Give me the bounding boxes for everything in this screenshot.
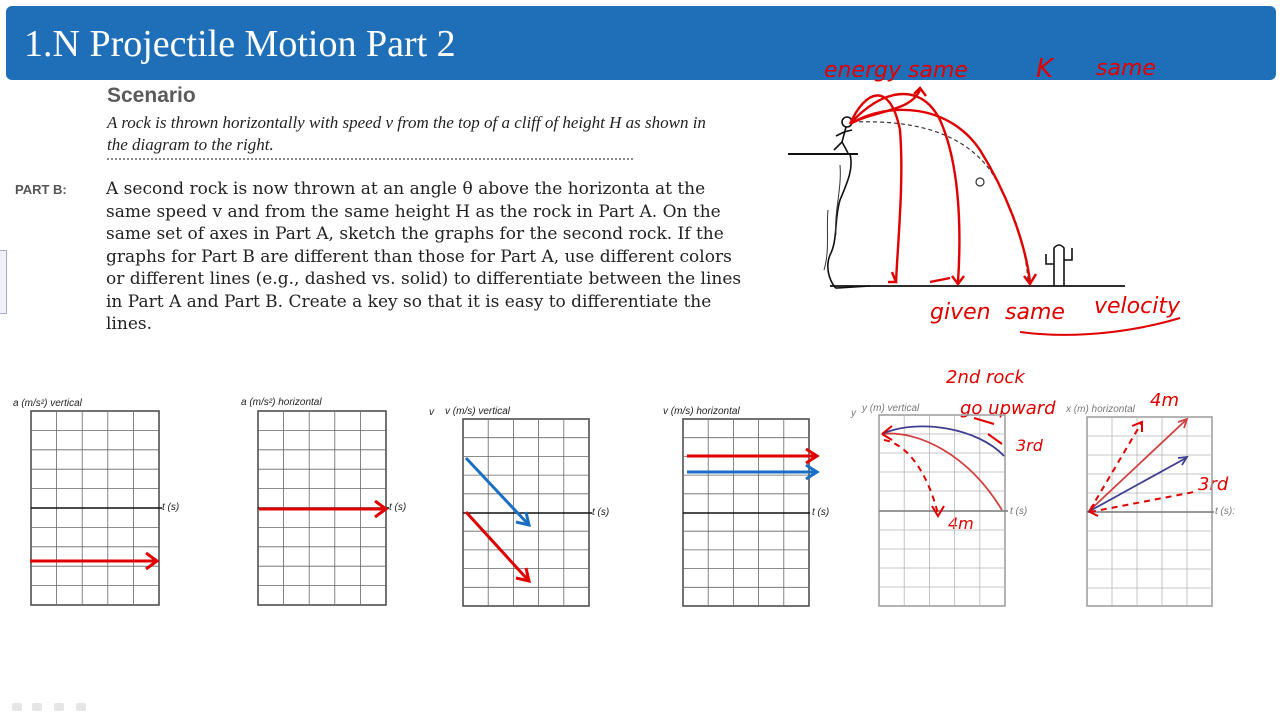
cactus [1046, 245, 1072, 286]
cliff-face [828, 154, 870, 288]
note-2nd-rock: 2nd rock [946, 367, 1025, 388]
part-b-text: A second rock is now thrown at an angle θ above the horizonta at the same speed v and from the same height H as the rock in Part A. On the same set of axes in Part A, sketch the graphs for the second rock. If the graphs for Part B are different than those for Part A, use different colors or different lines (e.g., dashed vs. solid) to differentiate between the lines in Part A and Part B. Create a key so that it is easy to differentiate the lines. [106, 179, 742, 334]
footer-pen-icon[interactable] [32, 703, 42, 711]
slide-title: 1.N Projectile Motion Part 2 [24, 23, 456, 65]
graph5-grid [878, 414, 1010, 608]
note-same-bottom: same [1005, 300, 1065, 325]
graph6-xlabel: t (s): [1215, 506, 1235, 517]
note-go-upward: go upward [960, 398, 1056, 419]
footer-menu-icon[interactable] [54, 703, 64, 711]
graph6-ylabel: x (m) horizontal [1066, 404, 1135, 415]
side-tab-handle[interactable] [0, 250, 7, 314]
graph3-grid [462, 418, 594, 608]
note-given: given [930, 300, 991, 325]
thrower-figure [834, 117, 852, 153]
graph2-grid [257, 410, 389, 607]
graph3-ylabel: v (m/s) vertical [445, 406, 510, 417]
part-b-label: PART B: [15, 182, 67, 197]
note-3rd-b: 3rd [1198, 474, 1229, 495]
note-velocity: velocity [1094, 294, 1180, 319]
note-3rd-a: 3rd [1016, 436, 1043, 455]
graph4-xlabel: t (s) [812, 507, 830, 518]
note-same-top: same [1096, 56, 1156, 81]
graph3-xlabel: t (s) [592, 507, 610, 518]
graph3-prefix: v [429, 407, 434, 418]
note-energy-same: energy same [824, 58, 968, 83]
graph1-grid [30, 410, 162, 607]
note-k: K [1036, 54, 1054, 84]
graph2-ylabel: a (m/s²) horizontal [241, 397, 322, 408]
note-4m-b: 4m [1150, 390, 1179, 411]
graph3-blue-arrow [466, 458, 529, 525]
footer-next-icon[interactable] [76, 703, 86, 711]
dotted-divider [107, 158, 633, 160]
original-path-dashed [852, 122, 1028, 280]
graph6-grid [1086, 416, 1214, 608]
graph5-ylabel: y (m) vertical [862, 403, 920, 414]
graph5-xlabel: t (s) [1010, 506, 1028, 517]
graph4-ylabel: v (m/s) horizontal [663, 406, 740, 417]
graph2-red-arrow [259, 501, 386, 517]
note-4m-a: 4m [948, 514, 974, 533]
graph1-xlabel: t (s) [162, 502, 180, 513]
graph1-ylabel: a (m/s²) vertical [13, 398, 82, 409]
graph5-prefix: y [851, 408, 856, 419]
graph5-hand-dashed [884, 440, 938, 514]
scenario-heading: Scenario [107, 84, 196, 107]
red-trajectories [850, 88, 1036, 284]
footer-prev-icon[interactable] [12, 703, 22, 711]
graph5-blue-curve [882, 426, 1004, 456]
graph4-blue-arrow [687, 465, 817, 479]
scenario-text: A rock is thrown horizontally with speed v from the top of a cliff of height H as shown in the diagram to the right. [107, 113, 706, 154]
graph4-grid [682, 418, 822, 608]
graph2-xlabel: t (s) [389, 502, 407, 513]
graph4-red-arrow [687, 449, 817, 463]
